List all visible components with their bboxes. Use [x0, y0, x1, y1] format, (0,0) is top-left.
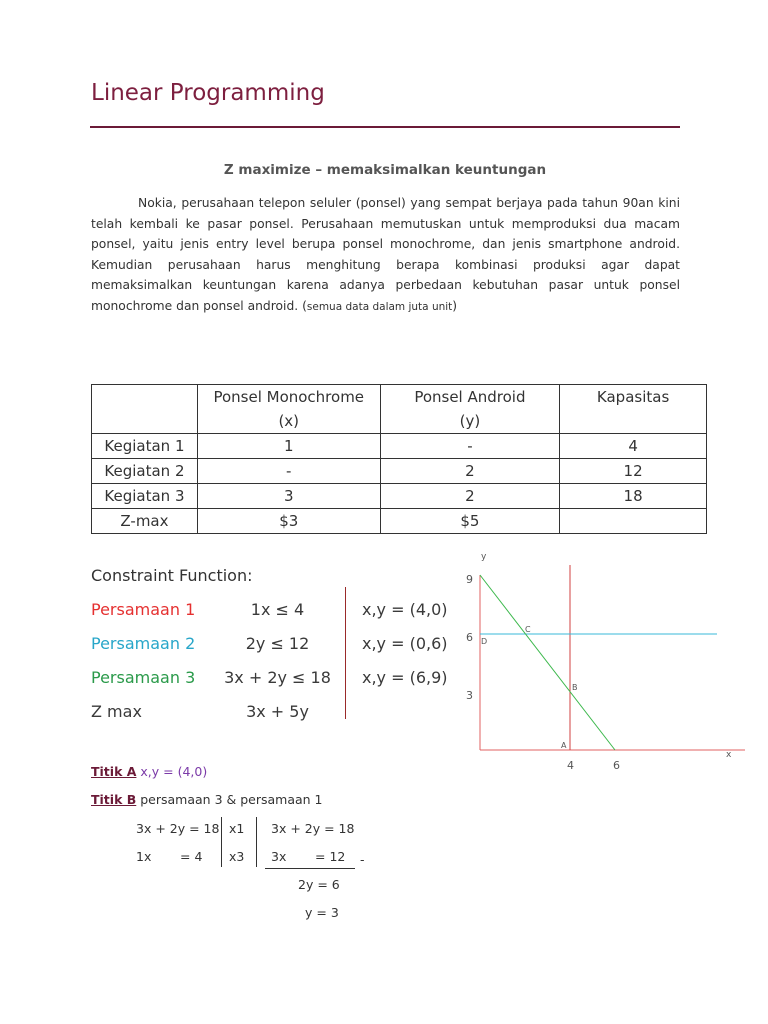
equation-2-label: Persamaan 2: [91, 634, 196, 653]
step-titik-b: [91, 792, 323, 807]
equation-1-point: x,y = (4,0): [362, 600, 448, 619]
point-label-a: A: [561, 741, 567, 750]
table-cell: [560, 509, 707, 534]
x-tick-label: 4: [567, 759, 574, 772]
table-header-cell: [92, 385, 198, 434]
zmax-label: Z max: [91, 702, 142, 721]
titik-b-text: persamaan 3 & persamaan 1: [140, 792, 323, 807]
y-tick-label: 6: [466, 631, 473, 644]
table-row: [92, 484, 707, 509]
step-titik-a: [91, 764, 207, 779]
title-divider: [90, 126, 680, 128]
paragraph-close: ): [452, 298, 458, 313]
equation-3-label: Persamaan 3: [91, 668, 196, 687]
table-cell: 2: [380, 459, 560, 484]
table-cell: 18: [560, 484, 707, 509]
table-cell: -: [380, 434, 560, 459]
constraint-heading: Constraint Function:: [91, 566, 253, 585]
table-header-cell: Ponsel Android (y): [380, 385, 560, 434]
calc-divider-2: [256, 817, 257, 867]
x-axis-label: x: [726, 750, 732, 760]
point-label-c: C: [525, 625, 531, 634]
table-cell: Kegiatan 1: [92, 434, 198, 459]
point-label-d: D: [481, 637, 488, 646]
calc-right-2b: = 12: [315, 849, 346, 864]
table-header-cell: Kapasitas: [560, 385, 707, 434]
section-subtitle: Z maximize – memaksimalkan keuntungan: [223, 162, 547, 178]
equation-3-point: x,y = (6,9): [362, 668, 448, 687]
equation-1-label: Persamaan 1: [91, 600, 196, 619]
calc-left-2b: = 4: [180, 849, 203, 864]
table-header-row: [92, 385, 707, 434]
table-cell: 1: [197, 434, 380, 459]
calc-result-2: y = 3: [305, 905, 339, 920]
calc-underline: [265, 868, 355, 869]
calc-left-1: 3x + 2y = 18: [136, 821, 220, 836]
y-tick-label: 3: [466, 689, 473, 702]
equation-1-expression: 1x ≤ 4: [250, 600, 305, 619]
equation-3-expression: 3x + 2y ≤ 18: [224, 668, 331, 687]
calc-mult-2: x3: [229, 849, 245, 864]
table-cell: Kegiatan 2: [92, 459, 198, 484]
calc-minus: -: [360, 852, 365, 867]
production-table: [91, 384, 707, 534]
constraint-line-3: [480, 575, 615, 750]
y-tick-label: 9: [466, 573, 473, 586]
x-tick-label: 6: [613, 759, 620, 772]
equation-2-point: x,y = (0,6): [362, 634, 448, 653]
calc-right-1: 3x + 2y = 18: [271, 821, 355, 836]
calc-divider-1: [221, 817, 222, 867]
constraint-divider: [345, 587, 346, 719]
titik-a-text: x,y = (4,0): [140, 764, 208, 779]
paragraph-note: semua data dalam juta unit: [306, 300, 453, 313]
table-header-cell: Ponsel Monochrome (x): [197, 385, 380, 434]
table-cell: -: [197, 459, 380, 484]
titik-b-label: Titik B: [91, 792, 137, 807]
table-cell: 2: [380, 484, 560, 509]
equation-2-expression: 2y ≤ 12: [245, 634, 310, 653]
y-axis-label: y: [481, 552, 487, 562]
zmax-expression: 3x + 5y: [246, 702, 309, 721]
table-row: [92, 434, 707, 459]
table-cell: $5: [380, 509, 560, 534]
calc-left-2a: 1x: [136, 849, 152, 864]
calc-right-2a: 3x: [271, 849, 287, 864]
paragraph-text: Nokia, perusahaan telepon seluler (ponsel) yang sempat berjaya pada tahun 90an kini telah kembali ke pasar ponsel. Perusahaan memutuskan untuk memproduksi dua macam ponsel, yaitu jenis entry level berupa ponsel monochrome, dan jenis smartphone android. Kemudian perusahaan harus menghitung berapa kombinasi produksi agar dapat memaksimalkan keuntungan karena adanya perbedaan kebutuhan pasar untuk ponsel monochrome dan ponsel android. (: [91, 196, 680, 313]
point-label-b: B: [572, 683, 578, 692]
table-cell: 3: [197, 484, 380, 509]
calc-result-1: 2y = 6: [298, 877, 340, 892]
table-row: [92, 509, 707, 534]
table-cell: $3: [197, 509, 380, 534]
table-cell: Z-max: [92, 509, 198, 534]
calc-mult-1: x1: [229, 821, 245, 836]
table-cell: 12: [560, 459, 707, 484]
table-row: [92, 459, 707, 484]
page-title: Linear Programming: [91, 80, 325, 106]
feasible-region-graph: [455, 545, 755, 780]
table-cell: Kegiatan 3: [92, 484, 198, 509]
intro-paragraph: [91, 193, 680, 317]
table-cell: 4: [560, 434, 707, 459]
titik-a-label: Titik A: [91, 764, 137, 779]
